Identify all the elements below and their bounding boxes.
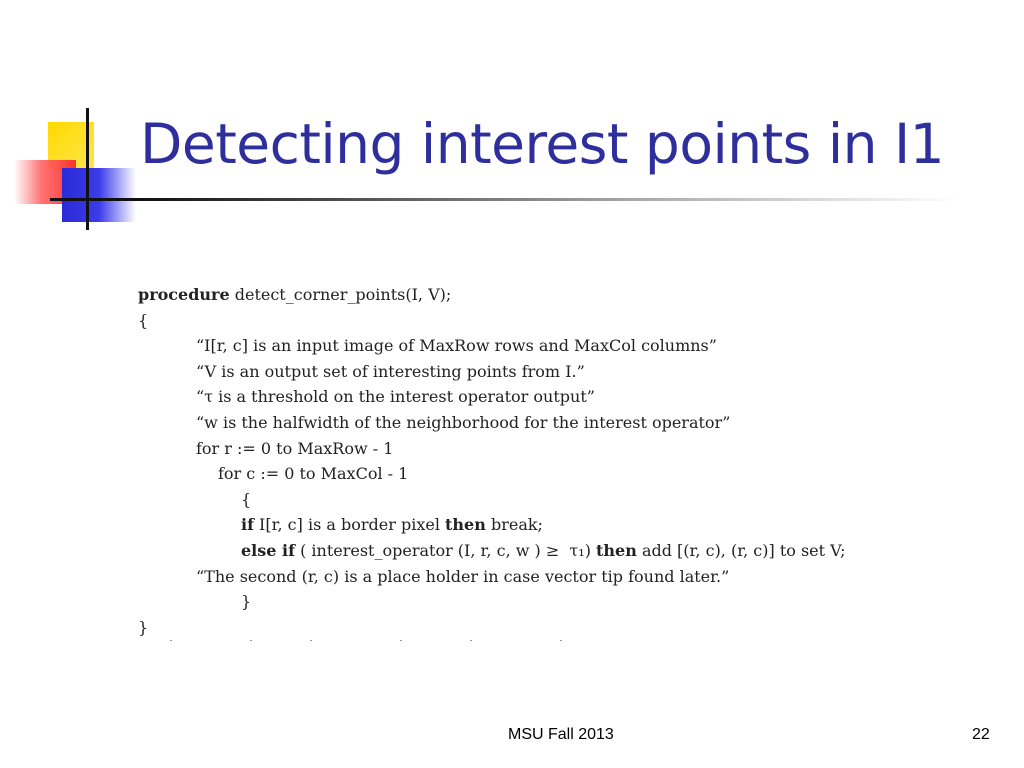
code-text: break; (485, 515, 543, 535)
code-line-4: “V is an output set of interesting points from I.” (196, 361, 585, 381)
logo-vertical-rule (86, 108, 89, 230)
pseudocode-block (138, 282, 846, 640)
code-keyword: then (445, 515, 486, 535)
slide-logo-decoration (0, 0, 160, 240)
footer-text: MSU Fall 2013 (508, 726, 614, 743)
code-line-8: for c := 0 to MaxCol - 1 (218, 464, 409, 484)
code-text: detect_corner_points(I, V); (229, 285, 452, 304)
code-line-11 (138, 538, 846, 564)
page-number: 22 (972, 726, 990, 743)
code-text: I[r, c] is a border pixel (253, 515, 446, 535)
code-line-12: “The second (r, c) is a place holder in case vector tip found later.” (196, 566, 730, 586)
cropped-text-remnant (160, 638, 580, 644)
code-line-13: } (241, 592, 252, 612)
logo-blue-square (62, 168, 136, 222)
code-line-6: “w is the halfwidth of the neighborhood for the interest operator” (196, 412, 731, 432)
code-line-3: “I[r, c] is an input image of MaxRow rows and MaxCol columns” (196, 336, 717, 356)
code-line-1 (138, 282, 846, 308)
title-underline-rule (50, 198, 960, 201)
code-text: ( interest_operator (I, r, c, w ) ≥ τ₁) (294, 540, 597, 560)
code-keyword: then (596, 540, 637, 560)
code-line-10 (138, 512, 846, 538)
code-line-7: for r := 0 to MaxRow - 1 (196, 438, 394, 458)
slide-title: Detecting interest points in I1 (140, 112, 945, 176)
code-line-5: “τ is a threshold on the interest operator output” (196, 387, 595, 407)
code-line-2: { (138, 310, 149, 330)
code-text: add [(r, c), (r, c)] to set V; (636, 540, 846, 560)
code-line-9: { (241, 489, 252, 509)
code-keyword: procedure (138, 285, 230, 304)
code-keyword: if (241, 515, 254, 535)
code-keyword: else if (241, 540, 295, 560)
code-line-14: } (138, 617, 149, 637)
